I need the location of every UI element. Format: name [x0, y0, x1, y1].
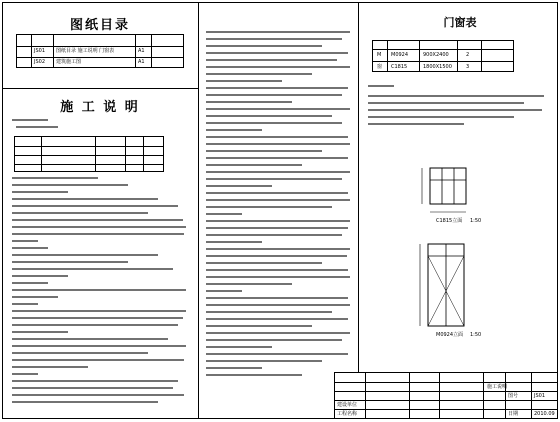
- title-block-drawing-no: JS01: [534, 393, 546, 399]
- sheet-column-divider-2: [358, 2, 359, 418]
- title-block-date-label: 日期: [508, 411, 519, 417]
- construction-notes-text-middle: [202, 30, 356, 420]
- title-block-drawing-no-label: 图号: [508, 393, 519, 399]
- dw-row-1-size: 900X2400: [423, 52, 449, 58]
- title-block-drawing-title: 施工说明: [487, 384, 508, 390]
- dw-row-1-type: M: [377, 52, 382, 58]
- index-separator: [2, 88, 198, 89]
- door-window-table: [372, 40, 514, 72]
- door-elevation-label: M0924立面: [436, 332, 464, 338]
- door-window-notes-text: [364, 84, 554, 134]
- door-window-schedule-title: 门窗表: [443, 16, 477, 29]
- dw-row-2-type: 窗: [377, 64, 383, 70]
- window-elevation-scale: 1:50: [470, 218, 482, 224]
- title-block: [334, 372, 558, 419]
- dw-row-2-code: C1815: [391, 64, 408, 70]
- construction-notes-text-left: [8, 118, 196, 418]
- window-elevation-drawing: [418, 160, 478, 220]
- construction-notes-title: 施 工 说 明: [60, 100, 140, 115]
- drawing-index-table: [16, 34, 184, 68]
- index-row-2-name: 建筑施工图: [56, 59, 82, 65]
- index-row-1-name: 图纸目录 施工说明 门窗表: [56, 48, 115, 54]
- index-row-1-code: JS01: [34, 48, 46, 54]
- door-elevation-scale: 1:50: [470, 332, 482, 338]
- door-elevation-drawing: [416, 236, 476, 332]
- index-row-2-code: JS02: [34, 59, 46, 65]
- index-row-1-size: A1: [138, 48, 145, 54]
- window-elevation-label: C1815立面: [436, 218, 463, 224]
- drawing-index-title: 图纸目录: [69, 18, 130, 33]
- index-row-2-size: A1: [138, 59, 145, 65]
- title-block-design-label: 工程名称: [337, 411, 358, 417]
- dw-row-2-size: 1800X1500: [423, 64, 452, 70]
- title-block-project-label: 建设单位: [337, 402, 358, 408]
- dw-row-1-count: 2: [466, 52, 470, 58]
- dw-row-1-code: M0924: [391, 52, 409, 58]
- dw-row-2-count: 3: [466, 64, 470, 70]
- title-block-date: 2010.09: [534, 411, 555, 417]
- sheet-column-divider-1: [198, 2, 199, 418]
